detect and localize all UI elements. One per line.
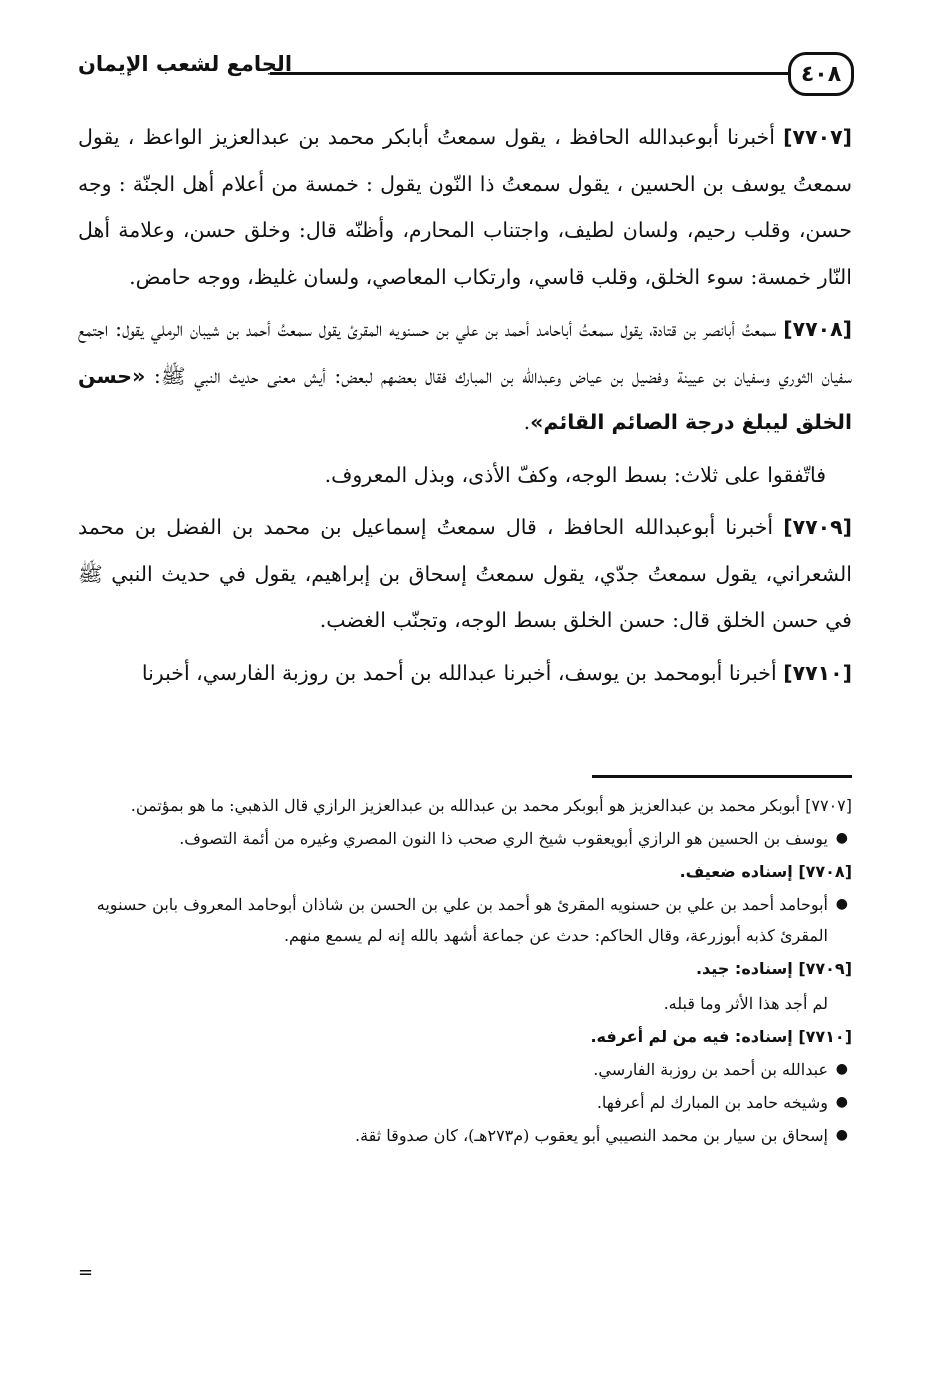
footnote-ref: [٧٧٠٧] bbox=[805, 796, 852, 815]
footnote-7708 bbox=[78, 856, 852, 887]
bullet-text: عبدالله بن أحمد بن روزبة الفارسي. bbox=[593, 1060, 828, 1079]
footnote-text: أبوبكر محمد بن عبدالعزيز هو أبوبكر محمد بن عبدالله بن عبدالعزيز الرازي قال الذهبي: ما هو بمؤتمن. bbox=[130, 796, 801, 815]
footnote-line: لم أجد هذا الأثر وما قبله. bbox=[663, 994, 828, 1013]
footnote-text: إسناده: فيه من لم أعرفه. bbox=[590, 1027, 793, 1046]
paragraph-7708 bbox=[78, 306, 852, 446]
bullet-text: إسحاق بن سيار بن محمد النصيبي أبو يعقوب (م٢٧٣هـ)، كان صدوقا ثقة. bbox=[355, 1126, 828, 1145]
page-number: ٤٠٨ bbox=[788, 52, 854, 96]
bullet-text: يوسف بن الحسين هو الرازي أبويعقوب شيخ الري صحب ذا النون المصري وغيره من أئمة التصوف. bbox=[179, 829, 828, 848]
paragraph-text: أخبرنا أبوعبدالله الحافظ ، قال سمعتُ إسماعيل بن محمد بن الفضل بن محمد الشعراني، يقول سمعتُ جدّي، يقول سمعتُ إسحاق بن إبراهيم، يقول في حديث النبي ﷺ في حسن الخلق قال: حسن الخلق بسط الوجه، وتجنّب الغضب. bbox=[78, 515, 852, 632]
hadith-number: [٧٧١٠] bbox=[783, 660, 852, 685]
paragraph-text: فاتّفقوا على ثلاث: بسط الوجه، وكفّ الأذى، وبذل المعروف. bbox=[324, 462, 826, 487]
footnote-7710 bbox=[78, 1021, 852, 1052]
bullet-icon: ● bbox=[835, 1061, 848, 1077]
paragraph-continuation bbox=[78, 452, 852, 499]
paragraph-text: أخبرنا أبومحمد بن يوسف، أخبرنا عبدالله بن أحمد بن روزبة الفارسي، أخبرنا bbox=[141, 660, 777, 685]
footnote-7707 bbox=[78, 790, 852, 821]
page-header bbox=[78, 38, 854, 100]
footnotes bbox=[78, 790, 852, 1153]
footnote-bullet bbox=[78, 1120, 852, 1151]
paragraph-tail: . bbox=[523, 410, 531, 434]
bullet-text: وشيخه حامد بن المبارك لم أعرفها. bbox=[596, 1093, 828, 1112]
paragraph-text: أخبرنا أبوعبدالله الحافظ ، يقول سمعتُ أبابكر محمد بن عبدالعزيز الواعظ ، يقول سمعتُ يوسف بن الحسين ، يقول سمعتُ ذا النّون يقول : خمسة من أعلام أهل الجنّة : وجه حسن، وقلب رحيم، ولسان لطيف، واجتناب المحارم، وأظنّه قال: وخلق حسن، وعلامة أهل النّار خمسة: سوء الخلق، وقلب قاسي، وارتكاب المعاصي، ولسان غليظ، ووجه حامض. bbox=[78, 125, 852, 289]
hadith-quote: «حسن الخلق ليبلغ درجة الصائم القائم» bbox=[78, 363, 852, 434]
footnote-separator bbox=[592, 775, 852, 778]
footnote-text: إسناده ضعيف. bbox=[679, 862, 793, 881]
paragraph-7709 bbox=[78, 504, 852, 644]
hadith-number: [٧٧٠٧] bbox=[783, 125, 852, 149]
footnote-7709 bbox=[78, 953, 852, 984]
footnote-bullet bbox=[78, 1087, 852, 1118]
paragraph-7710 bbox=[78, 650, 852, 697]
footnote-bullet bbox=[78, 1054, 852, 1085]
footnote-text: إسناده: جيد. bbox=[695, 959, 793, 978]
hadith-number: [٧٧٠٩] bbox=[783, 515, 852, 539]
bullet-icon: ● bbox=[835, 1094, 848, 1110]
bullet-icon: ● bbox=[835, 896, 848, 912]
bullet-icon: ● bbox=[835, 830, 848, 846]
footnote-bullet bbox=[78, 823, 852, 854]
header-rule bbox=[270, 72, 790, 75]
bullet-icon: ● bbox=[835, 1127, 848, 1143]
main-text bbox=[78, 114, 852, 702]
footnote-ref: [٧٧٠٩] bbox=[798, 959, 852, 978]
book-title: الجامع لشعب الإيمان bbox=[78, 52, 293, 76]
paragraph-text: سمعتُ أبانصر بن قتادة، يقول سمعتُ أباحامد أحمد بن علي بن حسنويه المقرئ يقول سمعتُ أحمد بن شيبان الرملي يقول: اجتمع سفيان الثوري وسفيان بن عيينة وفضيل بن عياض وعبدالله بن المبارك فقال بعضهم لبعض: أيش معنى حديث النبي ﷺ: bbox=[78, 317, 852, 388]
footnote-ref: [٧٧١٠] bbox=[798, 1027, 852, 1046]
footnote-bullet bbox=[78, 889, 852, 951]
paragraph-7707 bbox=[78, 114, 852, 300]
bullet-text: أبوحامد أحمد بن علي بن حسنويه المقرئ هو أحمد بن علي بن الحسن بن شاذان أبوحامد المعروف بابن حسنويه المقرئ كذبه أبوزرعة، وقال الحاكم: حدث عن جماعة أشهد بالله إنه لم يسمع منهم. bbox=[96, 895, 828, 945]
hadith-number: [٧٧٠٨] bbox=[783, 317, 852, 341]
footnote-ref: [٧٧٠٨] bbox=[798, 862, 852, 881]
continuation-mark: = bbox=[78, 1262, 94, 1283]
